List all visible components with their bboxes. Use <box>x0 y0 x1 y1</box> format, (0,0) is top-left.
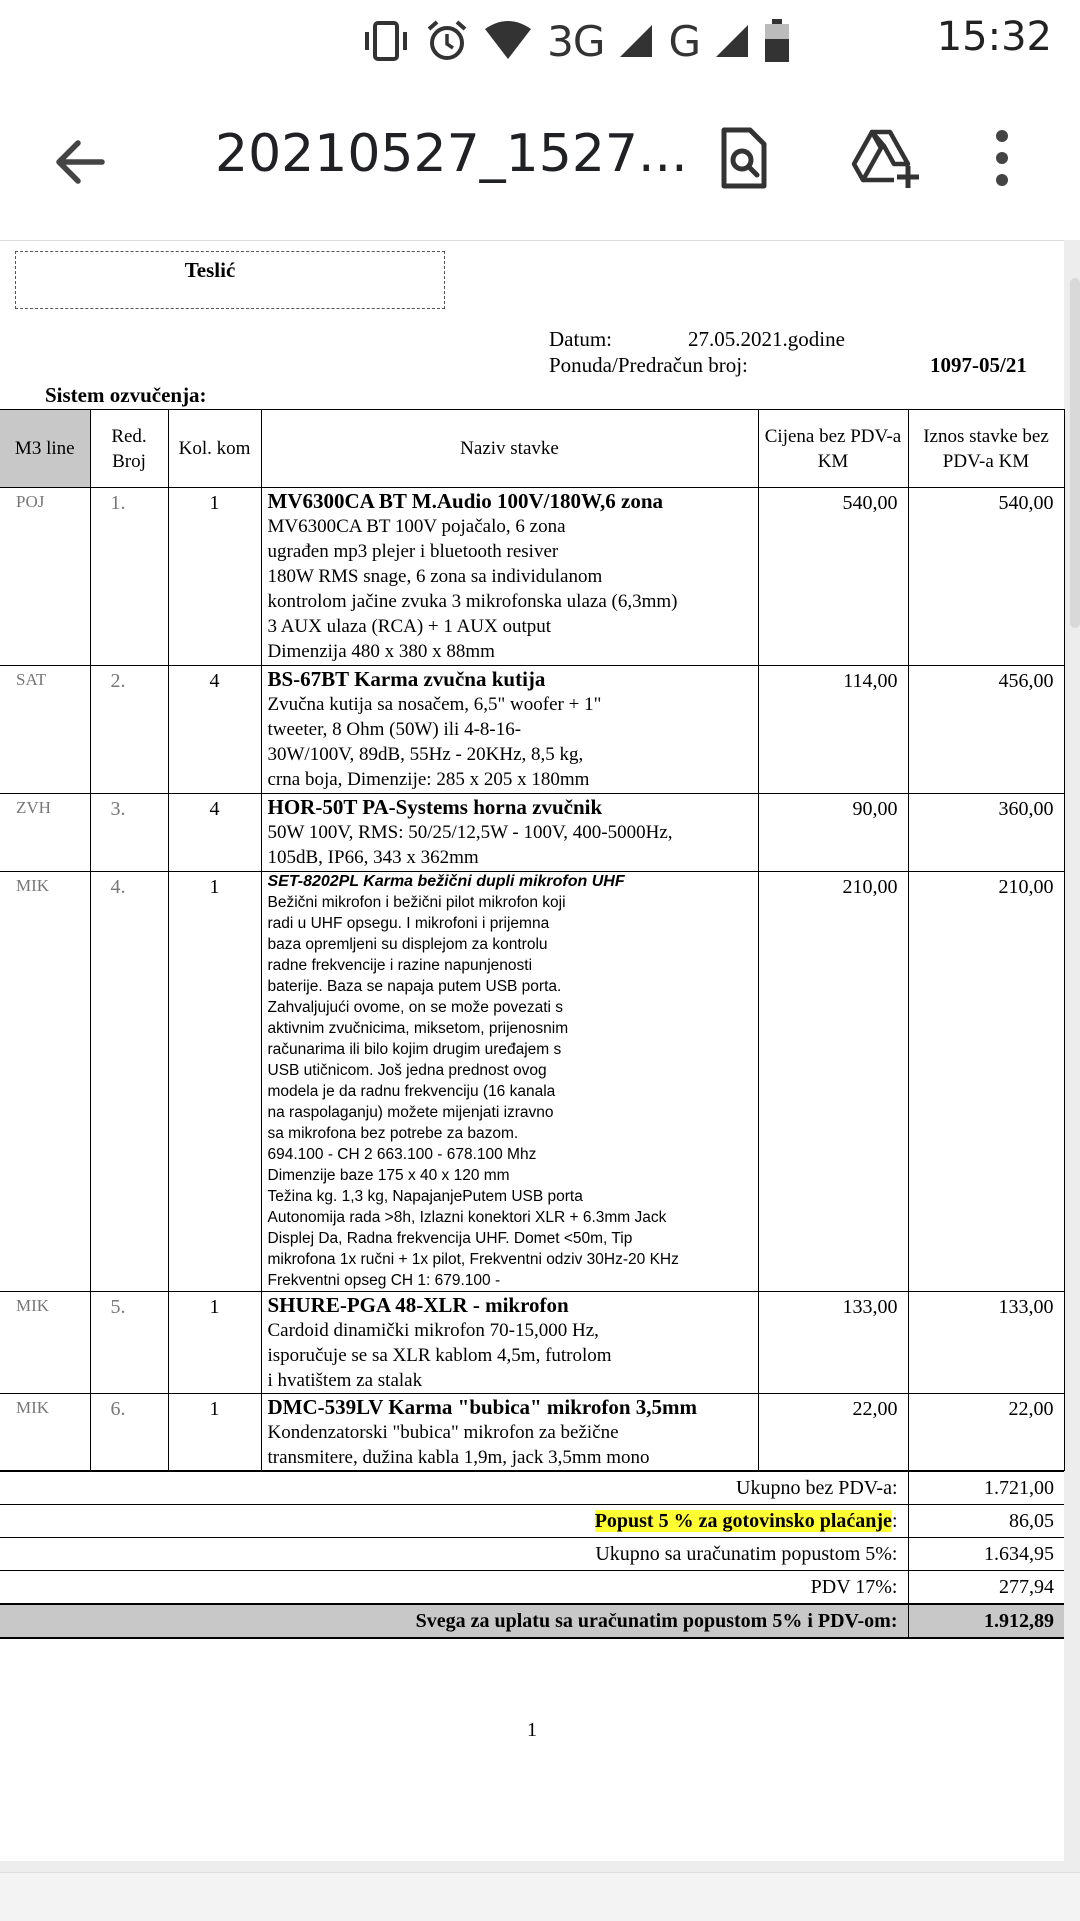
after-discount-label: Ukupno sa uračunatim popustom 5%: <box>0 1538 908 1571</box>
network-3g-label: 3G <box>547 16 605 66</box>
item-no: 2. <box>90 666 168 794</box>
items-table <box>0 409 1065 1471</box>
after-discount-value: 1.634,95 <box>908 1538 1064 1571</box>
item-qty: 4 <box>168 794 261 872</box>
header-amount: Iznos stavke bez PDV-a KM <box>908 410 1064 488</box>
item-amount: 456,00 <box>908 666 1064 794</box>
header-no: Red. Broj <box>90 410 168 488</box>
item-description: Zvučna kutija sa nosačem, 6,5" woofer + 1" tweeter, 8 Ohm (50W) ili 4-8-16- 30W/100V, 89dB, 55Hz - 20KHz, 8,5 kg, crna boja, Dimenzije: 285 x 205 x 180mm <box>267 694 602 790</box>
discount-label: Popust 5 % za gotovinsko plaćanje <box>594 1509 892 1532</box>
scrollbar-thumb[interactable] <box>1070 278 1080 628</box>
item-price: 210,00 <box>758 872 908 1292</box>
item-qty: 1 <box>168 1292 261 1394</box>
pdf-page <box>0 240 1064 1861</box>
grand-total-row <box>0 1604 1064 1638</box>
item-price: 22,00 <box>758 1394 908 1471</box>
totals-row <box>0 1472 1064 1505</box>
section-title: Sistem ozvučenja: <box>45 383 207 407</box>
item-no: 3. <box>90 794 168 872</box>
item-code: MIK <box>0 872 90 1292</box>
totals-row <box>0 1505 1064 1538</box>
table-row <box>0 1292 1064 1394</box>
item-amount: 133,00 <box>908 1292 1064 1394</box>
item-price: 114,00 <box>758 666 908 794</box>
offer-number: 1097-05/21 <box>930 353 1027 377</box>
item-no: 5. <box>90 1292 168 1394</box>
network-g-label: G <box>668 16 700 66</box>
vat-value: 277,94 <box>908 1571 1064 1605</box>
item-code: POJ <box>0 488 90 666</box>
totals-table <box>0 1471 1064 1639</box>
item-no: 6. <box>90 1394 168 1471</box>
back-arrow-icon[interactable] <box>50 132 110 192</box>
table-row <box>0 488 1064 666</box>
item-description: MV6300CA BT 100V pojačalo, 6 zona ugrađen mp3 plejer i bluetooth resiver 180W RMS snage, 6 zona sa individulanom kontrolom jačine zvuka 3 mikrofonska ulaza (6,3mm) 3 AUX ulaza (RCA) + 1 AUX output Dimenzija 480 x 380 x 88mm <box>267 516 678 662</box>
item-name-cell <box>261 872 758 1292</box>
table-row <box>0 1394 1064 1471</box>
item-code: MIK <box>0 1394 90 1471</box>
page-number: 1 <box>527 1719 537 1741</box>
date-value: 27.05.2021.godine <box>688 327 845 351</box>
app-bar <box>0 80 1080 240</box>
item-no: 1. <box>90 488 168 666</box>
discount-colon: : <box>891 1509 898 1532</box>
item-qty: 1 <box>168 872 261 1292</box>
item-name: SET-8202PL Karma bežični dupli mikrofon UHF <box>267 873 625 890</box>
item-description: Bežični mikrofon i bežični pilot mikrofon koji radi u UHF opsegu. I mikrofoni i prijemna baza opremljeni su displejom za kontrolu radne frekvencije i razine napunjenosti baterije. Baza se napaja putem USB porta. Zahvaljujući ovome, on se može povezati s aktivnim zvučnicima, miksetom, prijenosnim računarima ili bilo kojim drugim uređajem s USB utičnicom. Još jedna prednost ovog modela je da radnu frekvenciju (16 kanala na raspolaganju) možete mijenjati izravno sa mikrofona bez potrebe za bazom. 694.100 - CH 2 663.100 - 678.100 Mhz Dimenzije baze 175 x 40 x 120 mm Težina kg. 1,3 kg, NapajanjePutem USB porta Autonomija rada >8h, Izlazni konektori XLR + 6.3mm Jack Displej Da, Radna frekvencija UHF. Domet <50m, Tip mikrofona 1x ručni + 1x pilot, Frekventni odziv 30Hz-20 KHz Frekventni opseg CH 1: 679.100 - <box>267 894 679 1289</box>
add-to-drive-icon[interactable] <box>850 126 922 190</box>
item-qty: 1 <box>168 488 261 666</box>
offer-label: Ponuda/Predračun broj: <box>549 353 748 377</box>
item-description: Cardoid dinamički mikrofon 70-15,000 Hz, isporučuje se sa XLR kablom 4,5m, futrolom i hvatištem za stalak <box>267 1320 612 1391</box>
clock: 15:32 <box>936 14 1052 60</box>
status-bar <box>0 0 1080 80</box>
item-code: MIK <box>0 1292 90 1394</box>
item-code: SAT <box>0 666 90 794</box>
vibrate-icon <box>361 19 411 63</box>
vat-label: PDV 17%: <box>0 1571 908 1605</box>
item-qty: 1 <box>168 1394 261 1471</box>
item-name-cell <box>261 666 758 794</box>
item-price: 540,00 <box>758 488 908 666</box>
grand-total-value: 1.912,89 <box>908 1604 1064 1638</box>
date-label: Datum: <box>549 327 612 351</box>
pdf-viewer[interactable] <box>0 240 1080 1872</box>
item-code: ZVH <box>0 794 90 872</box>
item-price: 90,00 <box>758 794 908 872</box>
wifi-icon <box>483 21 533 61</box>
place-name: Teslić <box>184 258 236 282</box>
signal-icon <box>618 23 654 59</box>
item-description: 50W 100V, RMS: 50/25/12,5W - 100V, 400-5000Hz, 105dB, IP66, 343 x 362mm <box>267 822 673 868</box>
item-amount: 540,00 <box>908 488 1064 666</box>
discount-label-cell <box>0 1505 908 1538</box>
item-name: BS-67BT Karma zvučna kutija <box>267 667 546 691</box>
subtotal-label: Ukupno bez PDV-a: <box>0 1472 908 1505</box>
place-box <box>15 251 445 309</box>
alarm-icon <box>425 19 469 63</box>
totals-row <box>0 1571 1064 1605</box>
totals-row <box>0 1538 1064 1571</box>
document-title: 20210527_1527... <box>215 124 688 184</box>
battery-icon <box>764 19 790 63</box>
discount-value: 86,05 <box>908 1505 1064 1538</box>
more-vert-icon[interactable] <box>982 126 1022 190</box>
item-amount: 22,00 <box>908 1394 1064 1471</box>
item-name-cell <box>261 794 758 872</box>
table-row <box>0 666 1064 794</box>
item-name: SHURE-PGA 48-XLR - mikrofon <box>267 1293 569 1317</box>
signal-icon <box>714 23 750 59</box>
header-line: M3 line <box>0 410 90 488</box>
table-row <box>0 872 1064 1292</box>
item-name-cell <box>261 1394 758 1471</box>
item-price: 133,00 <box>758 1292 908 1394</box>
item-name-cell <box>261 1292 758 1394</box>
item-no: 4. <box>90 872 168 1292</box>
item-amount: 210,00 <box>908 872 1064 1292</box>
subtotal-value: 1.721,00 <box>908 1472 1064 1505</box>
find-in-page-icon[interactable] <box>712 126 776 190</box>
item-name-cell <box>261 488 758 666</box>
item-name: HOR-50T PA-Systems horna zvučnik <box>267 795 603 819</box>
item-name: DMC-539LV Karma "bubica" mikrofon 3,5mm <box>267 1395 698 1419</box>
header-price: Cijena bez PDV-a KM <box>758 410 908 488</box>
item-description: Kondenzatorski "bubica" mikrofon za bežične transmitere, dužina kabla 1,9m, jack 3,5mm mono <box>267 1422 650 1468</box>
item-name: MV6300CA BT M.Audio 100V/180W,6 zona <box>267 489 664 513</box>
table-row <box>0 794 1064 872</box>
grand-total-label: Svega za uplatu sa uračunatim popustom 5% i PDV-om: <box>0 1604 908 1638</box>
header-name: Naziv stavke <box>261 410 758 488</box>
bottom-bar <box>0 1872 1080 1921</box>
item-amount: 360,00 <box>908 794 1064 872</box>
header-qty: Kol. kom <box>168 410 261 488</box>
item-qty: 4 <box>168 666 261 794</box>
